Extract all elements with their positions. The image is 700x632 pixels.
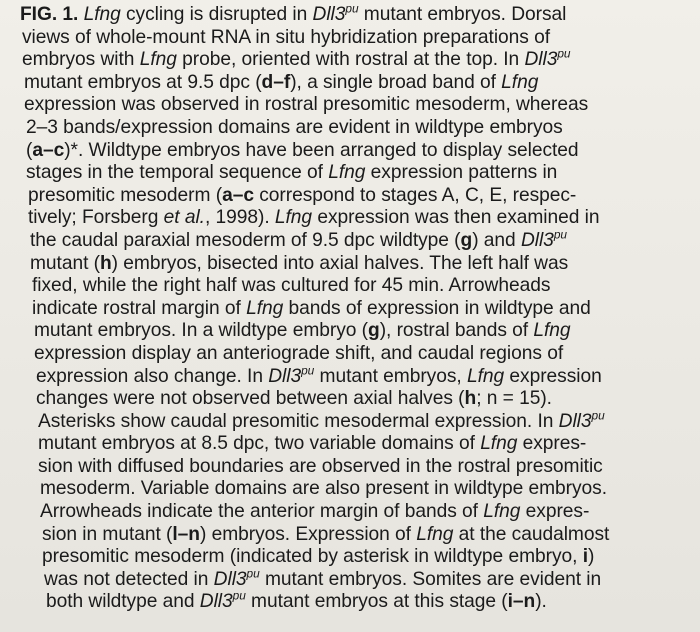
italic-text: Lfng <box>246 297 284 319</box>
caption-text: views of whole-mount RNA in situ hybridization preparations of <box>22 26 551 48</box>
caption-text: stages in the temporal sequence of <box>26 162 329 184</box>
caption-text: ) embryos. Expression of <box>199 523 417 545</box>
superscript-allele: pu <box>246 566 260 581</box>
bold-text: g <box>368 320 380 342</box>
superscript-allele: pu <box>553 227 567 242</box>
caption-line <box>20 320 680 343</box>
italic-text: Lfng <box>139 49 177 71</box>
caption-text: ). <box>535 591 547 613</box>
bold-text: i <box>582 546 588 568</box>
caption-text: mutant embryos. In a wildtype embryo ( <box>34 320 369 342</box>
caption-text: mesoderm. Variable domains are also present in wildtype embryos. <box>40 478 608 500</box>
caption-line <box>20 343 680 366</box>
superscript-allele: pu <box>301 363 315 378</box>
caption-text: , 1998). <box>204 207 275 229</box>
caption-line <box>20 566 680 592</box>
caption-text: mutant embryos. Dorsal <box>358 4 567 25</box>
superscript-allele: pu <box>345 1 359 16</box>
bold-text: h <box>99 252 112 274</box>
caption-line <box>20 524 680 547</box>
bold-text: l–n <box>172 523 200 545</box>
caption-text: mutant embryos at this stage ( <box>245 591 508 613</box>
caption-line <box>20 591 680 614</box>
caption-line <box>20 456 680 479</box>
caption-text: Asterisks show caudal presomitic mesodermal expression. In <box>38 410 559 432</box>
italic-text: Lfng <box>466 365 505 387</box>
caption-line <box>20 46 680 72</box>
caption-line <box>20 1 680 27</box>
caption-text: mutant embryos. Somites are evident in <box>259 568 602 590</box>
caption-text: mutant ( <box>30 252 100 274</box>
caption-text: ) <box>587 546 595 568</box>
italic-text: Dll3 <box>312 4 346 25</box>
caption-text: expres- <box>520 501 590 523</box>
caption-text: the caudal paraxial mesoderm of 9.5 dpc wildtype ( <box>30 229 461 251</box>
italic-text: et al. <box>163 207 205 229</box>
caption-text: expression was then examined in <box>312 207 600 229</box>
caption-text: ( <box>26 139 33 161</box>
caption-line <box>20 140 680 163</box>
caption-text: 2–3 bands/expression domains are evident in wildtype embryos <box>26 116 563 138</box>
figure-caption <box>20 0 680 614</box>
italic-text: Lfng <box>480 433 518 455</box>
caption-text: correspond to stages A, C, E, respec- <box>253 184 577 206</box>
bold-text: a–c <box>222 184 254 206</box>
superscript-allele: pu <box>232 589 246 604</box>
caption-line <box>20 433 680 456</box>
caption-line <box>20 117 680 140</box>
caption-text: ; n = 15). <box>476 388 552 410</box>
bold-text: g <box>460 229 473 251</box>
caption-text: bands of expression in wildtype and <box>283 297 591 319</box>
caption-text: expression <box>504 365 602 387</box>
caption-text: expression also change. In <box>36 365 269 387</box>
caption-text: ), rostral bands of <box>379 320 534 342</box>
caption-text: mutant embryos at 8.5 dpc, two variable domains of <box>38 433 481 455</box>
caption-line <box>20 27 680 50</box>
caption-text: at the caudalmost <box>453 523 610 545</box>
bold-text: a–c <box>32 139 65 161</box>
superscript-allele: pu <box>591 408 605 423</box>
italic-text: Dll3 <box>558 410 592 432</box>
italic-text: Dll3 <box>268 365 302 387</box>
caption-text: was not detected in <box>44 568 214 590</box>
caption-line <box>20 478 680 501</box>
bold-text: d–f <box>261 71 291 93</box>
italic-text: Dll3 <box>520 229 554 251</box>
caption-text: embryos with <box>22 49 140 71</box>
caption-line <box>20 94 680 117</box>
italic-text: Dll3 <box>199 591 233 613</box>
caption-text: both wildtype and <box>46 591 200 613</box>
caption-line <box>20 388 680 411</box>
caption-line <box>20 207 680 230</box>
caption-line <box>20 253 680 276</box>
caption-text: cycling is disrupted in <box>120 4 313 25</box>
caption-text: presomitic mesoderm (indicated by asterisk in wildtype embryo, <box>42 546 583 568</box>
italic-text: Lfng <box>416 523 454 545</box>
caption-text: mutant embryos, <box>314 365 467 387</box>
caption-text: Arrowheads indicate the anterior margin of bands of <box>40 501 484 523</box>
caption-text: expression patterns in <box>365 162 558 184</box>
caption-text: ) embryos, bisected into axial halves. The left half was <box>111 252 569 274</box>
caption-text: probe, oriented with rostral at the top. In <box>176 49 525 71</box>
caption-text: mutant embryos at 9.5 dpc ( <box>24 71 262 93</box>
caption-text: ), a single broad band of <box>290 71 502 93</box>
italic-text: Lfng <box>274 207 313 229</box>
bold-text: FIG. 1. <box>20 4 84 25</box>
caption-text: expression was observed in rostral presomitic mesoderm, whereas <box>24 94 589 116</box>
caption-text: sion with diffused boundaries are observed in the rostral presomitic <box>38 455 603 477</box>
italic-text: Lfng <box>483 501 521 523</box>
bold-text: h <box>464 388 477 410</box>
superscript-allele: pu <box>557 46 571 61</box>
caption-text: tively; Forsberg <box>28 207 164 229</box>
caption-line <box>20 408 680 434</box>
caption-line <box>20 298 680 321</box>
caption-line <box>20 501 680 524</box>
italic-text: Lfng <box>328 162 366 184</box>
italic-text: Dll3 <box>213 568 247 590</box>
caption-text: fixed, while the right half was cultured for 45 min. Arrowheads <box>32 275 551 297</box>
caption-line <box>20 227 680 253</box>
caption-line <box>20 185 680 208</box>
italic-text: Lfng <box>501 71 539 93</box>
caption-line <box>20 363 680 389</box>
caption-line <box>20 546 680 569</box>
caption-text: expression display an anteriograde shift, and caudal regions of <box>34 342 564 364</box>
caption-text: sion in mutant ( <box>42 523 173 545</box>
caption-text: indicate rostral margin of <box>32 297 247 319</box>
italic-text: Lfng <box>83 4 121 25</box>
caption-text: presomitic mesoderm ( <box>28 184 223 206</box>
caption-text: changes were not observed between axial halves ( <box>36 388 465 410</box>
caption-text: )*. Wildtype embryos have been arranged to display selected <box>64 139 579 161</box>
caption-line <box>20 162 680 185</box>
italic-text: Dll3 <box>524 49 558 71</box>
caption-line <box>20 72 680 95</box>
caption-text: expres- <box>517 433 587 455</box>
bold-text: i–n <box>507 591 536 613</box>
italic-text: Lfng <box>533 320 571 342</box>
caption-text: ) and <box>472 229 521 251</box>
caption-line <box>20 275 680 298</box>
